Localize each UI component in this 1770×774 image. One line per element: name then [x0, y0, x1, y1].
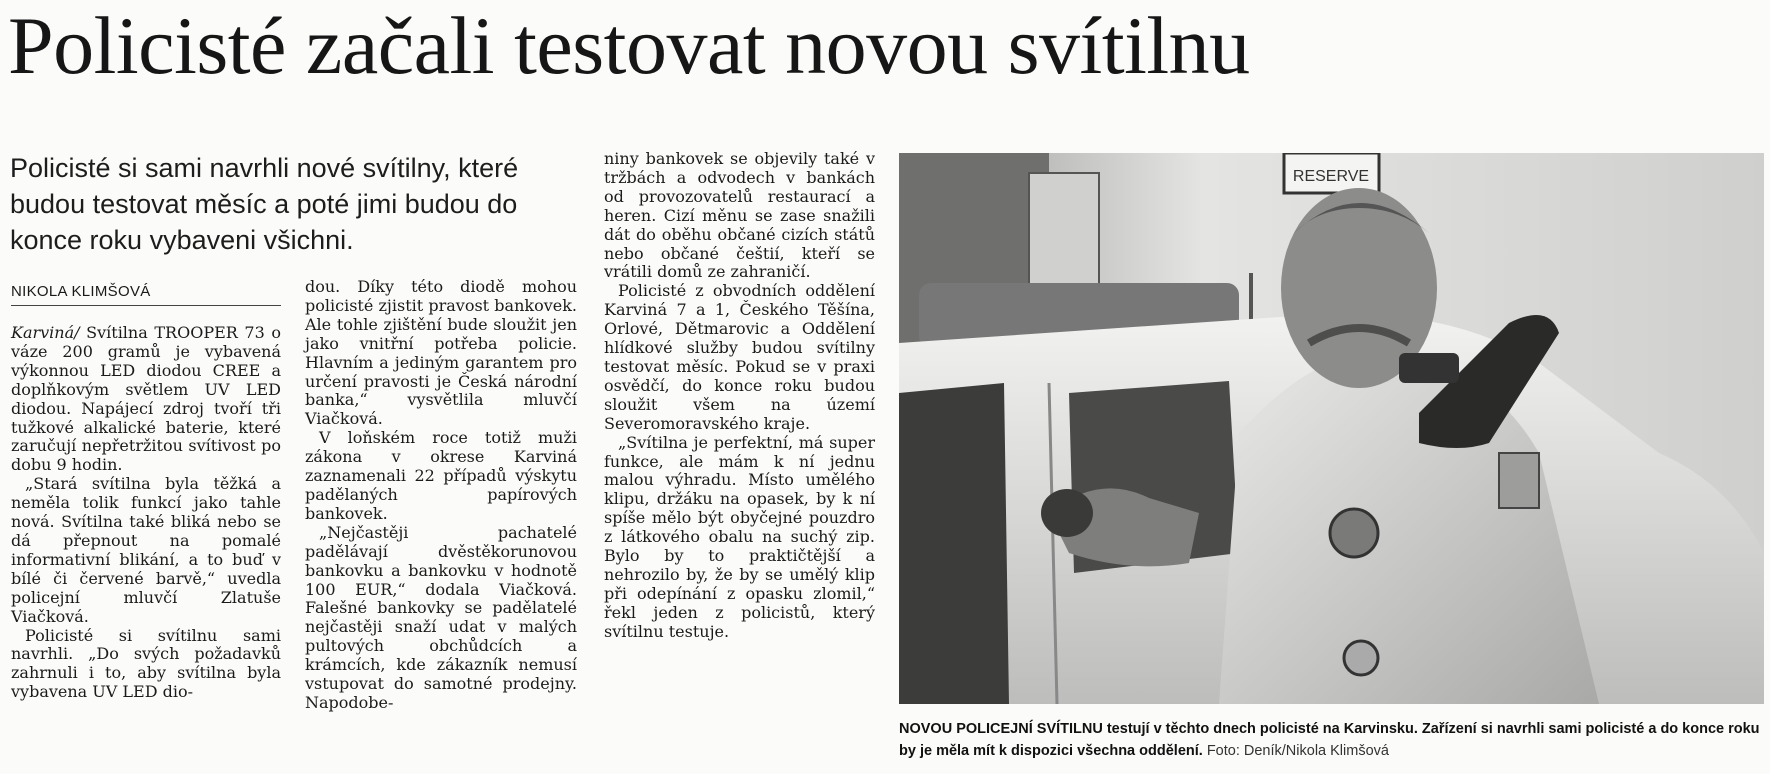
- article-column-1: [11, 324, 281, 702]
- dateline: Karviná/: [11, 323, 80, 342]
- paragraph: Policisté z obvodních oddělení Karviná 7 a 1, Českého Těšína, Orlové, Dětmarovic a Oddělení hlídkové služby budou svítilny testovat měsíc. Pokud se v praxi osvědčí, do konce roku budou sloužit všem na území Severomoravského kraje.: [604, 281, 875, 433]
- paragraph-text: Svítilna TROOPER 73 o váze 200 gramů je vybavená výkonnou LED diodou CREE a doplňkovým světlem UV LED diodou. Napájecí zdroj tvoří tři tužkové alkalické baterie, které zaručují nepřetržitou svítivost po dobu 9 hodin.: [11, 323, 281, 475]
- paragraph: dou. Díky této diodě mohou policisté zjistit pravost bankovek. Ale tohle zjištění bude sloužit jen jako vnitřní potřeba policie. Hlavním a jediným garantem pro určení pravosti je Česká národní banka,“ vysvětlila mluvčí Viačková.: [305, 277, 577, 429]
- paragraph: Policisté si svítilnu sami navrhli. „Do svých požadavků zahrnuli i to, aby svítilna byla vybavena UV LED dio-: [11, 625, 281, 702]
- police-badge: [1330, 509, 1378, 557]
- paragraph: „Svítilna je perfektní, má super funkce, ale mám k ní jednu malou výhradu. Místo umělého klipu, držáku na opasek, by k ní spíše mělo být obyčejné pouzdro z látkového obalu na suchý zip. Bylo by to praktičtější a nehrozilo by, že by se umělý klip při odepínání z opasku zlomil,“ řekl jeden z policistů, který svítilnu testuje.: [604, 432, 875, 641]
- car-window-rear: [899, 383, 1009, 704]
- article-photo: [899, 153, 1764, 704]
- photo-caption: [899, 718, 1765, 762]
- reserve-sign-text: RESERVE: [1292, 168, 1370, 185]
- flashlight: [1041, 489, 1093, 537]
- wristwatch: [1344, 641, 1378, 675]
- headline: Policisté začali testovat novou svítilnu: [8, 0, 1250, 91]
- epaulette: [1399, 353, 1459, 383]
- notice-board: [1029, 173, 1099, 293]
- paragraph: V loňském roce totiž muži zákona v okrese Karviná zaznamenali 22 případů výskytu padělaných papírových bankovek.: [305, 428, 577, 523]
- paragraph: „Nejčastěji pachatelé padělávají dvěstěkorunovou bankovku a bankovku v hodnotě 100 EUR,“ dodala Viačková. Falešné bankovky se padělatelé nejčastěji snaží udat v malých pultových obchůdcích a krámcích, kde zákazník nemusí vstupovat do samotné prodejny. Napodobe-: [305, 522, 577, 712]
- byline: NIKOLA KLIMŠOVÁ: [11, 283, 281, 306]
- caption-text: NOVOU POLICEJNÍ SVÍTILNU testují v těchto dnech policisté na Karvinsku. Zařízení si navrhli sami policisté a do konce roku by je měla mít k dispozici všechna oddělení.: [899, 721, 1760, 759]
- paragraph: „Stará svítilna byla těžká a neměla tolik funkcí jako tahle nová. Svítilna také bliká nebo se dá přepnout na pomalé informativní blikání, a to buď v bílé či červené barvě,“ uvedla policejní mluvčí Zlatuše Viačková.: [11, 474, 281, 626]
- article-column-3: [604, 150, 875, 642]
- paragraph: niny bankovek se objevily také v tržbách a odvodech v bankách od provozovatelů restaurací a heren. Cizí měnu se zase snažili dát do oběhu občané cizích států nebo občané češtií, kteří se vrátili domů ze zahraničí.: [604, 149, 875, 282]
- photo-credit: Foto: Deník/Nikola Klimšová: [1206, 743, 1389, 759]
- article-column-2: [305, 278, 577, 713]
- paragraph: [11, 324, 281, 475]
- lead-paragraph: Policisté si sami navrhli nové svítilny, které budou testovat měsíc a poté jimi budou do konce roku vybaveni všichni.: [10, 153, 519, 255]
- shoulder-patch: [1499, 453, 1539, 508]
- photo-illustration: [899, 153, 1764, 704]
